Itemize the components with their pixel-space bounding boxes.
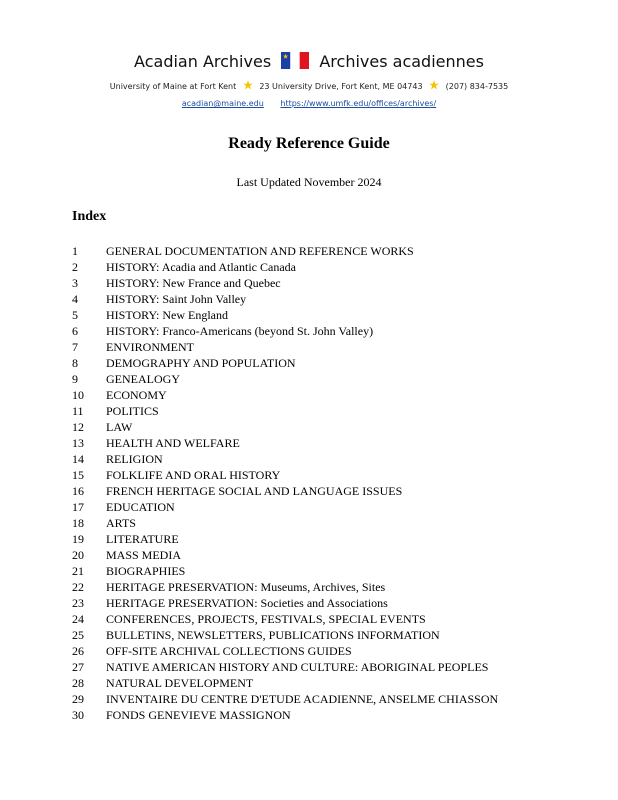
index-number: 13 — [72, 436, 84, 450]
index-text: CONFERENCES, PROJECTS, FESTIVALS, SPECIAL EVENTS — [106, 612, 426, 626]
index-text: INVENTAIRE DU CENTRE D'ETUDE ACADIENNE, ANSELME CHIASSON — [106, 692, 499, 706]
index-number: 20 — [72, 548, 84, 562]
index-number: 25 — [72, 628, 84, 642]
index-text: NATURAL DEVELOPMENT — [106, 676, 254, 690]
index-text: HISTORY: Acadia and Atlantic Canada — [106, 260, 296, 274]
index-number: 2 — [72, 260, 78, 274]
index-item — [72, 675, 498, 691]
index-number: 18 — [72, 516, 84, 530]
index-text: BIOGRAPHIES — [106, 564, 186, 578]
index-number: 24 — [72, 612, 84, 626]
contact-links — [0, 98, 618, 110]
index-number: 7 — [72, 340, 78, 354]
index-text: LITERATURE — [106, 532, 179, 546]
street-address: 23 University Drive, Fort Kent, ME 04743 — [259, 82, 423, 91]
index-number: 30 — [72, 708, 84, 722]
index-item — [72, 387, 498, 403]
star-icon — [429, 80, 439, 90]
index-number: 3 — [72, 276, 78, 290]
index-number: 14 — [72, 452, 84, 466]
index-heading: Index — [72, 209, 107, 224]
index-text: EDUCATION — [106, 500, 175, 514]
index-item — [72, 499, 498, 515]
last-updated: Last Updated November 2024 — [236, 175, 382, 189]
website-link[interactable]: https://www.umfk.edu/offices/archives/ — [280, 99, 437, 108]
index-item — [72, 595, 498, 611]
index-number: 28 — [72, 676, 84, 690]
index-item — [72, 291, 498, 307]
index-number: 8 — [72, 356, 78, 370]
index-item — [72, 259, 498, 275]
index-item — [72, 323, 498, 339]
index-item — [72, 435, 498, 451]
index-text: LAW — [106, 420, 133, 434]
index-number: 21 — [72, 564, 84, 578]
index-item — [72, 403, 498, 419]
index-item — [72, 627, 498, 643]
index-text: ARTS — [106, 516, 136, 530]
index-number: 26 — [72, 644, 84, 658]
index-number: 12 — [72, 420, 84, 434]
index-item — [72, 275, 498, 291]
index-item — [72, 659, 498, 675]
index-number: 19 — [72, 532, 84, 546]
index-text: FONDS GENEVIEVE MASSIGNON — [106, 708, 291, 722]
letterhead-title — [0, 52, 618, 72]
index-text: GENEALOGY — [106, 372, 180, 386]
phone-number: (207) 834-7535 — [445, 82, 509, 91]
index-text: MASS MEDIA — [106, 548, 182, 562]
index-text: HISTORY: New England — [106, 308, 229, 322]
index-text: DEMOGRAPHY AND POPULATION — [106, 356, 296, 370]
index-text: ENVIRONMENT — [106, 340, 194, 354]
index-item — [72, 467, 498, 483]
index-text: HERITAGE PRESERVATION: Museums, Archives, Sites — [106, 580, 386, 594]
index-number: 29 — [72, 692, 84, 706]
index-number: 1 — [72, 244, 78, 258]
index-item — [72, 515, 498, 531]
title-english: Acadian Archives — [134, 52, 272, 71]
index-item — [72, 307, 498, 323]
index-number: 16 — [72, 484, 84, 498]
email-link[interactable]: acadian@maine.edu — [181, 99, 264, 108]
index-text: HISTORY: Franco-Americans (beyond St. John Valley) — [106, 324, 374, 338]
index-text: ECONOMY — [106, 388, 167, 402]
index-item — [72, 339, 498, 355]
star-icon — [243, 80, 253, 90]
index-item — [72, 419, 498, 435]
index-text: HISTORY: Saint John Valley — [106, 292, 247, 306]
index-text: GENERAL DOCUMENTATION AND REFERENCE WORKS — [106, 244, 414, 258]
index-text: FRENCH HERITAGE SOCIAL AND LANGUAGE ISSUES — [106, 484, 403, 498]
index-item — [72, 371, 498, 387]
index-number: 11 — [72, 404, 84, 418]
index-number: 23 — [72, 596, 84, 610]
document-title: Ready Reference Guide — [228, 135, 390, 152]
index-list — [72, 243, 498, 723]
index-text: FOLKLIFE AND ORAL HISTORY — [106, 468, 281, 482]
index-item — [72, 707, 498, 723]
index-item — [72, 243, 498, 259]
flag-red-band — [300, 52, 309, 69]
index-text: OFF-SITE ARCHIVAL COLLECTIONS GUIDES — [106, 644, 352, 658]
index-item — [72, 563, 498, 579]
index-text: HERITAGE PRESERVATION: Societies and Associations — [106, 596, 388, 610]
index-item — [72, 483, 498, 499]
index-item — [72, 547, 498, 563]
index-text: POLITICS — [106, 404, 159, 418]
index-number: 27 — [72, 660, 84, 674]
index-text: RELIGION — [106, 452, 163, 466]
institution-name: University of Maine at Fort Kent — [109, 82, 237, 91]
index-number: 17 — [72, 500, 84, 514]
index-item — [72, 531, 498, 547]
index-item — [72, 691, 498, 707]
index-text: HISTORY: New France and Quebec — [106, 276, 281, 290]
index-text: NATIVE AMERICAN HISTORY AND CULTURE: ABORIGINAL PEOPLES — [106, 660, 489, 674]
index-item — [72, 579, 498, 595]
index-number: 22 — [72, 580, 84, 594]
index-number: 6 — [72, 324, 78, 338]
index-item — [72, 611, 498, 627]
title-french: Archives acadiennes — [319, 52, 484, 71]
index-text: BULLETINS, NEWSLETTERS, PUBLICATIONS INFORMATION — [106, 628, 440, 642]
index-number: 10 — [72, 388, 84, 402]
index-text: HEALTH AND WELFARE — [106, 436, 240, 450]
index-number: 9 — [72, 372, 78, 386]
index-number: 5 — [72, 308, 78, 322]
index-number: 4 — [72, 292, 78, 306]
index-item — [72, 643, 498, 659]
index-item — [72, 355, 498, 371]
flag-white-band — [291, 52, 300, 69]
acadian-flag-icon — [281, 52, 309, 69]
address-line — [0, 80, 618, 93]
index-number: 15 — [72, 468, 84, 482]
index-item — [72, 451, 498, 467]
